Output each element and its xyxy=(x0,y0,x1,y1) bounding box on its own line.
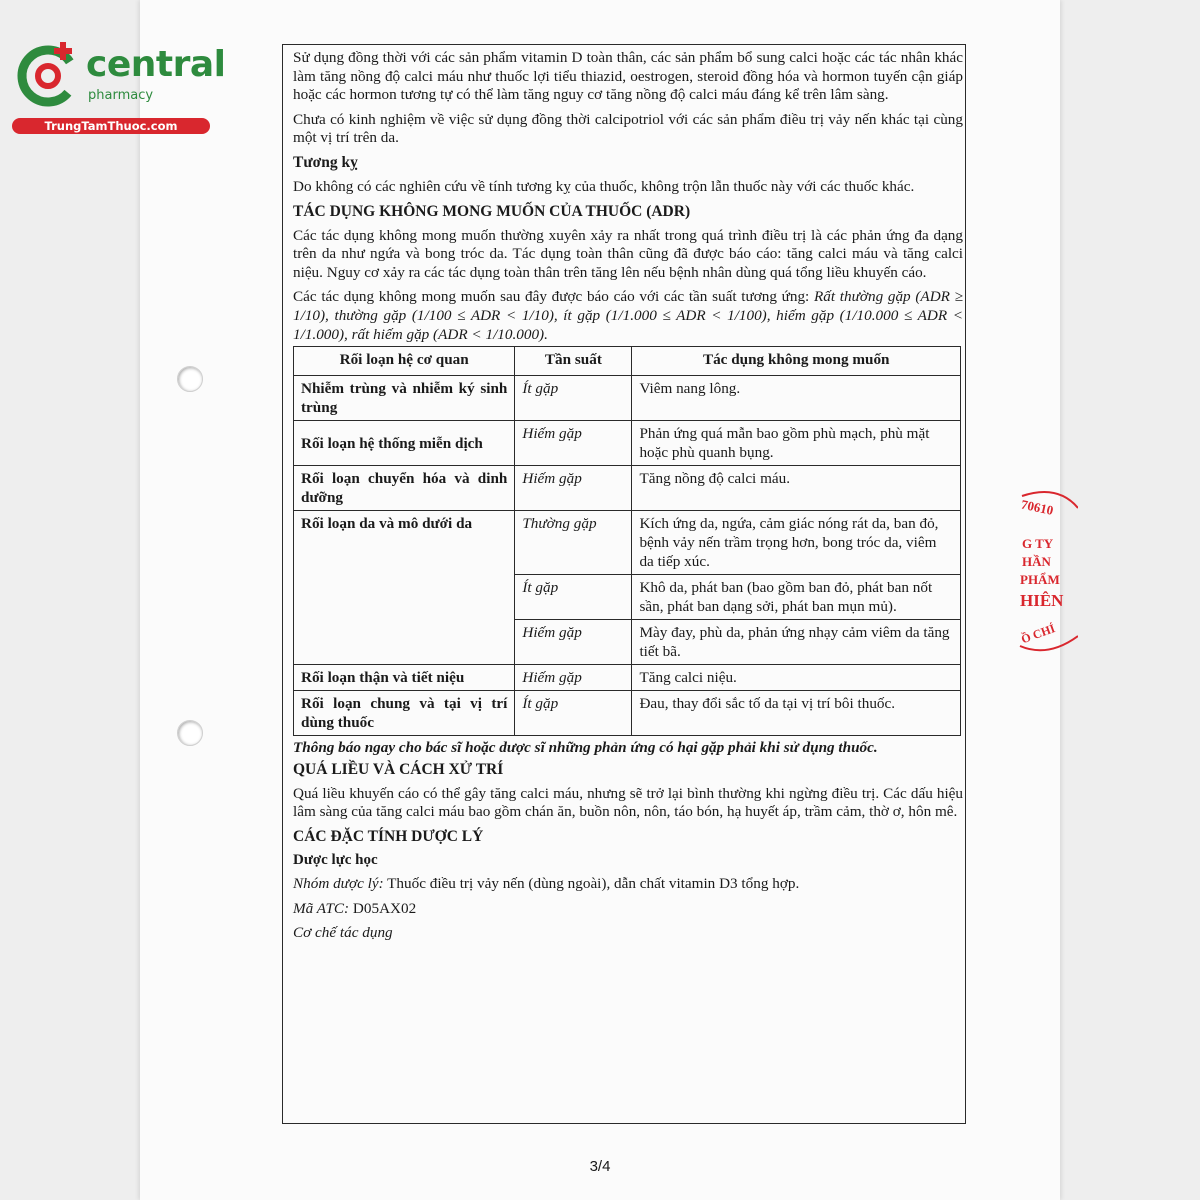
svg-text:70610: 70610 xyxy=(1019,496,1055,518)
adr-paragraph-1: Các tác dụng không mong muốn thường xuyên xảy ra nhất trong quá trình điều trị là các phản ứng đa dạng trên da như ngứa và bong tróc da. Tác dụng toàn thân cũng đã được báo cáo: tăng calci máu và tăng calci niệu. Nguy cơ xảy ra các tác dụng toàn thân trên tăng lên nếu bệnh nhân dùng quá tổng liều khuyến cáo. xyxy=(293,226,963,281)
header-effect: Tác dụng không mong muốn xyxy=(632,347,961,376)
header-frequency: Tần suất xyxy=(515,347,632,376)
svg-text:Ồ CHÍ: Ồ CHÍ xyxy=(1019,621,1057,647)
freq-cell: Thường gặp xyxy=(515,511,632,575)
freq-cell: Hiếm gặp xyxy=(515,620,632,665)
organ-cell: Rối loạn chuyển hóa và dinh dưỡng xyxy=(294,466,515,511)
table-row xyxy=(294,421,961,466)
atc-label: Mã ATC: xyxy=(293,899,350,917)
content-frame xyxy=(282,44,966,1124)
freq-cell: Hiếm gặp xyxy=(515,466,632,511)
group-label: Nhóm dược lý: xyxy=(293,874,384,892)
organ-cell: Nhiễm trùng và nhiễm ký sinh trùng xyxy=(294,376,515,421)
effect-cell: Mày đay, phù da, phản ứng nhạy cảm viêm da tăng tiết bã. xyxy=(632,620,961,665)
pharmacologic-group xyxy=(293,875,963,894)
effect-cell: Tăng calci niệu. xyxy=(632,665,961,691)
group-value: Thuốc điều trị vảy nến (dùng ngoài), dẫn chất vitamin D3 tổng hợp. xyxy=(383,874,800,892)
svg-text:HIÊN: HIÊN xyxy=(1020,591,1064,610)
table-row xyxy=(294,376,961,421)
atc-value: D05AX02 xyxy=(349,899,417,917)
logo-sub: pharmacy xyxy=(88,88,154,103)
overdose-heading: QUÁ LIỀU VÀ CÁCH XỬ TRÍ xyxy=(293,760,504,778)
logo-name: central xyxy=(86,44,226,85)
adr-heading: TÁC DỤNG KHÔNG MONG MUỐN CỦA THUỐC (ADR) xyxy=(293,202,691,220)
freq-cell: Ít gặp xyxy=(515,376,632,421)
incompat-text: Do không có các nghiên cứu về tính tương kỵ của thuốc, không trộn lẫn thuốc này với các thuốc khác. xyxy=(293,177,915,195)
adr-paragraph-2 xyxy=(293,288,963,344)
table-row xyxy=(294,511,961,575)
punch-hole-upper xyxy=(177,366,203,392)
adr-notice: Thông báo ngay cho bác sĩ hoặc dược sĩ những phản ứng có hại gặp phải khi sử dụng thuốc. xyxy=(293,739,878,757)
incompat-heading: Tương kỵ xyxy=(293,153,358,171)
overdose-text: Quá liều khuyến cáo có thể gây tăng calci máu, nhưng sẽ trở lại bình thường khi ngừng điều trị. Các dấu hiệu lâm sàng của tăng calci máu bao gồm chán ăn, buồn nôn, nôn, táo bón, hạ huyết áp, trầm cảm, thờ ơ, hôn mê. xyxy=(293,784,963,821)
svg-text:PHẨM: PHẨM xyxy=(1020,572,1060,587)
company-stamp xyxy=(1018,488,1078,658)
freq-cell: Hiếm gặp xyxy=(515,421,632,466)
freq-cell: Hiếm gặp xyxy=(515,665,632,691)
adr-table xyxy=(293,346,961,736)
svg-text:HẦN: HẦN xyxy=(1022,554,1051,569)
table-row xyxy=(294,665,961,691)
svg-text:G TY: G TY xyxy=(1022,536,1054,551)
interactions-paragraph-1: Sử dụng đồng thời với các sản phẩm vitamin D toàn thân, các sản phẩm bổ sung calci hoặc các tác nhân khác làm tăng nồng độ calci máu như thuốc lợi tiểu thiazid, oestrogen, steroid đồng hóa và hormon tuyến cận giáp hoặc các hormon tương tự có thể làm tăng nguy cơ tăng nồng độ calci máu đáng kể trên lâm sàng. xyxy=(293,49,963,104)
effect-cell: Đau, thay đổi sắc tố da tại vị trí bôi thuốc. xyxy=(632,691,961,736)
freq-cell: Ít gặp xyxy=(515,691,632,736)
page-number: 3/4 xyxy=(589,1158,611,1175)
organ-cell: Rối loạn thận và tiết niệu xyxy=(294,665,515,691)
organ-cell: Rối loạn chung và tại vị trí dùng thuốc xyxy=(294,691,515,736)
effect-cell: Viêm nang lông. xyxy=(632,376,961,421)
effect-cell: Khô da, phát ban (bao gồm ban đỏ, phát ban nốt sần, phát ban dạng sởi, phát ban mụn mủ). xyxy=(632,575,961,620)
freq-cell: Ít gặp xyxy=(515,575,632,620)
punch-hole-lower xyxy=(177,720,203,746)
table-header-row xyxy=(294,347,961,376)
organ-cell: Rối loạn da và mô dưới da xyxy=(294,511,515,665)
logo-site: TrungTamThuoc.com xyxy=(12,118,210,134)
adr-frequency-definitions: Rất thường gặp (ADR ≥ 1/10), thường gặp (1/100 ≤ ADR < 1/10), ít gặp (1/1.000 ≤ ADR < 1/100), hiếm gặp (1/10.000 ≤ ADR < 1/1.000), rất hiếm gặp (ADR < 1/10.000). xyxy=(293,288,963,343)
pharmacodynamics-subheading: Dược lực học xyxy=(293,851,378,868)
header-organ: Rối loạn hệ cơ quan xyxy=(294,347,515,376)
table-row xyxy=(294,691,961,736)
effect-cell: Tăng nồng độ calci máu. xyxy=(632,466,961,511)
atc-code xyxy=(293,900,963,919)
effect-cell: Phản ứng quá mẫn bao gồm phù mạch, phù mặt hoặc phù quanh bụng. xyxy=(632,421,961,466)
pharma-heading: CÁC ĐẶC TÍNH DƯỢC LÝ xyxy=(293,827,484,845)
effect-cell: Kích ứng da, ngứa, cảm giác nóng rát da, ban đỏ, bệnh vảy nến trầm trọng hơn, bong tróc da, viêm da tiếp xúc. xyxy=(632,511,961,575)
interactions-paragraph-2: Chưa có kinh nghiệm về việc sử dụng đồng thời calcipotriol với các sản phẩm điều trị vảy nến khác tại cùng một vị trí trên da. xyxy=(293,110,963,147)
mechanism-subheading: Cơ chế tác dụng xyxy=(293,924,393,942)
adr-paragraph-2-plain: Các tác dụng không mong muốn sau đây được báo cáo với các tần suất tương ứng: xyxy=(293,288,814,306)
organ-cell: Rối loạn hệ thống miễn dịch xyxy=(294,421,515,466)
table-row xyxy=(294,466,961,511)
